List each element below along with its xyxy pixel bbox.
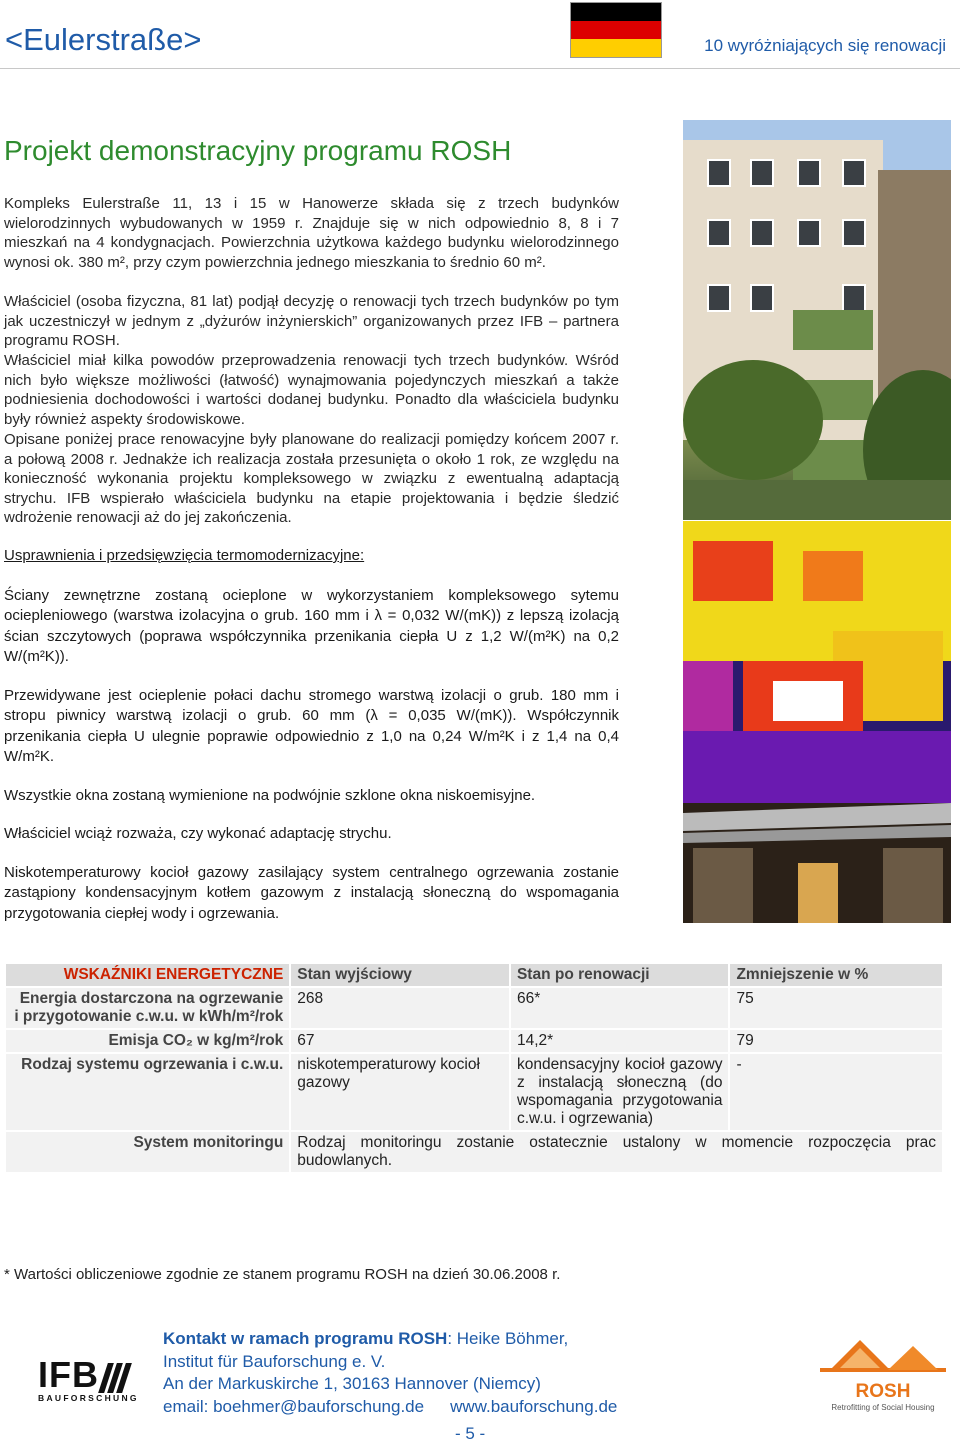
cell-energy-after: 66* <box>511 988 729 1028</box>
contact-email[interactable]: email: boehmer@bauforschung.de <box>163 1396 425 1416</box>
roof-paragraph: Przewidywane jest ocieplenie połaci dachu stromego warstwą izolacji o grub. 180 mm i stropu piwnicy warstwą izolacji o grub. 60 mm (λ = 0,035 W/(mK)). Współczynnik przenikania ciepła U ulegnie poprawie odpowiednio z 1,0 na 0,24 W/m²K i z 1,4 na 0,4 W/m²K. <box>4 687 619 765</box>
flag-stripe-red <box>571 21 661 39</box>
row-label-emission: Emisja CO₂ w kg/m²/rok <box>6 1030 289 1052</box>
header-reduction: Zmniejszenie w % <box>730 964 942 986</box>
document-title: <Eulerstraße> <box>5 22 202 57</box>
header-indicators: WSKAŹNIKI ENERGETYCZNE <box>6 964 289 986</box>
schedule-paragraph: Opisane poniżej prace renowacyjne były planowane do realizacji pomiędzy końcem 2007 r. a połową 2008 r. Jednakże ich realizacja została przesunięta o około 1 rok, ze względu na konieczność wykonania projektu kompleksowego w związku z ewentualną adaptacją strychu. IFB wspierało właściciela budynku na etapie projektowania i będzie śledzić wdrożenie renowacji aż do jej zakończenia. <box>4 431 619 527</box>
contact-label: Kontakt w ramach programu ROSH <box>163 1329 448 1348</box>
ifb-logo <box>38 1353 138 1409</box>
contact-address: An der Markuskirche 1, 30163 Hannover (Niemcy) <box>163 1374 541 1393</box>
footnote: * Wartości obliczeniowe zgodnie ze stanem programu ROSH na dzień 30.06.2008 r. <box>4 1266 561 1283</box>
cell-monitoring: Rodzaj monitoringu zostanie ostatecznie ustalony w momencie rozpoczęcia prac budowlanych. <box>291 1132 942 1172</box>
building-facade-photo <box>683 120 951 520</box>
cell-heating-after: kondensacyjny kocioł gazowy z instalacją słoneczną (do wspomagania przygotowania c.w.u. i ogrzewania) <box>511 1054 729 1130</box>
series-subtitle: 10 wyróżniających się renowacji <box>704 36 946 55</box>
rosh-logo-graphic <box>818 1330 948 1380</box>
header-divider <box>0 68 960 69</box>
flag-stripe-black <box>571 3 661 21</box>
row-label-monitoring: System monitoringu <box>6 1132 289 1172</box>
cell-energy-reduction: 75 <box>730 988 942 1028</box>
project-title: Projekt demonstracyjny programu ROSH <box>4 135 512 166</box>
cell-emission-baseline: 67 <box>291 1030 509 1052</box>
photo-column <box>683 120 951 923</box>
table-header-row <box>6 964 942 986</box>
header-after-renovation: Stan po renowacji <box>511 964 729 986</box>
table-row <box>6 988 942 1028</box>
flag-stripe-gold <box>571 39 661 57</box>
table-row <box>6 1030 942 1052</box>
cell-emission-reduction: 79 <box>730 1030 942 1052</box>
header-baseline: Stan wyjściowy <box>291 964 509 986</box>
basement-pipes-photo <box>683 803 951 923</box>
intro-paragraph: Kompleks Eulerstraße 11, 13 i 15 w Hanowerze składa się z trzech budynków wielorodzinnych wybudowanych w 1959 r. Znajduje się w nich odpowiednio 8, 8 i 7 mieszkań na 4 kondygnacjach. Powierzchnia użytkowa każdego budynku wielorodzinnego wynosi ok. 380 m², przy czym powierzchnia jednego mieszkania to średnio 60 m². <box>4 195 619 271</box>
cell-energy-baseline: 268 <box>291 988 509 1028</box>
page-number: - 5 - <box>455 1424 486 1443</box>
heating-paragraph: Niskotemperaturowy kocioł gazowy zasilający system centralnego ogrzewania zostanie zastąpiony kondensacyjnym kotłem gazowym z instalacją słoneczną do wspomagania przygotowania ciepłej wody i ogrzewania. <box>4 864 619 922</box>
cell-heating-baseline: niskotemperaturowy kocioł gazowy <box>291 1054 509 1130</box>
row-label-heating-system: Rodzaj systemu ogrzewania i c.w.u. <box>6 1054 289 1130</box>
germany-flag-icon <box>570 2 662 58</box>
walls-paragraph: Ściany zewnętrzne zostaną ocieplone w wykorzystaniem kompleksowego sytemu ociepleniowego (warstwa izolacyjna o grub. 160 mm i λ = 0,032 W/(mK)) z lepszą izolacją ścian szczytowych (poprawa współczynnika przenikania ciepła U z 1,2 W/(m²K) na 0,2 W/(m²K)). <box>4 587 619 665</box>
measures-heading: Usprawnienia i przedsięwzięcia termomodernizacyjne: <box>4 547 365 564</box>
ifb-logo-text: IFB <box>38 1354 99 1395</box>
rosh-logo-subtitle: Retrofitting of Social Housing <box>831 1403 935 1412</box>
energy-indicators-table <box>4 962 944 1174</box>
thermal-image-photo <box>683 521 951 804</box>
cell-heating-reduction: - <box>730 1054 942 1130</box>
cell-emission-after: 14,2* <box>511 1030 729 1052</box>
contact-institute: Institut für Bauforschung e. V. <box>163 1351 386 1371</box>
windows-paragraph: Wszystkie okna zostaną wymienione na podwójnie szklone okna niskoemisyjne. <box>4 787 536 804</box>
rosh-logo <box>818 1330 948 1410</box>
rosh-logo-text: ROSH <box>855 1381 911 1402</box>
contact-name: : Heike Böhmer, <box>447 1329 569 1348</box>
table-row <box>6 1054 942 1130</box>
attic-paragraph: Właściciel wciąż rozważa, czy wykonać adaptację strychu. <box>4 825 392 842</box>
owner-paragraph: Właściciel (osoba fizyczna, 81 lat) podjął decyzję o renowacji tych trzech budynków po tym jak uczestniczył w jednym z „dyżurów inżynierskich” organizowanych przez IFB – partnera programu ROSH. <box>4 293 619 350</box>
contact-block <box>163 1328 617 1418</box>
contact-website[interactable]: www.bauforschung.de <box>450 1396 618 1416</box>
table-row <box>6 1132 942 1172</box>
ifb-logo-subtitle: BAUFORSCHUNG <box>38 1393 139 1403</box>
row-label-energy: Energia dostarczona na ogrzewanie i przygotowanie c.w.u. w kWh/m²/rok <box>6 988 289 1028</box>
reasons-paragraph: Właściciel miał kilka powodów przeprowadzenia renowacji tych trzech budynków. Wśród nich było większe możliwości (łatwość) wynajmowania pojedynczych mieszkań a także podniesienia dochodowości i wartości dodanej budynku. Ponadto dla właściciela budynku były również aspekty środowiskowe. <box>4 352 619 428</box>
